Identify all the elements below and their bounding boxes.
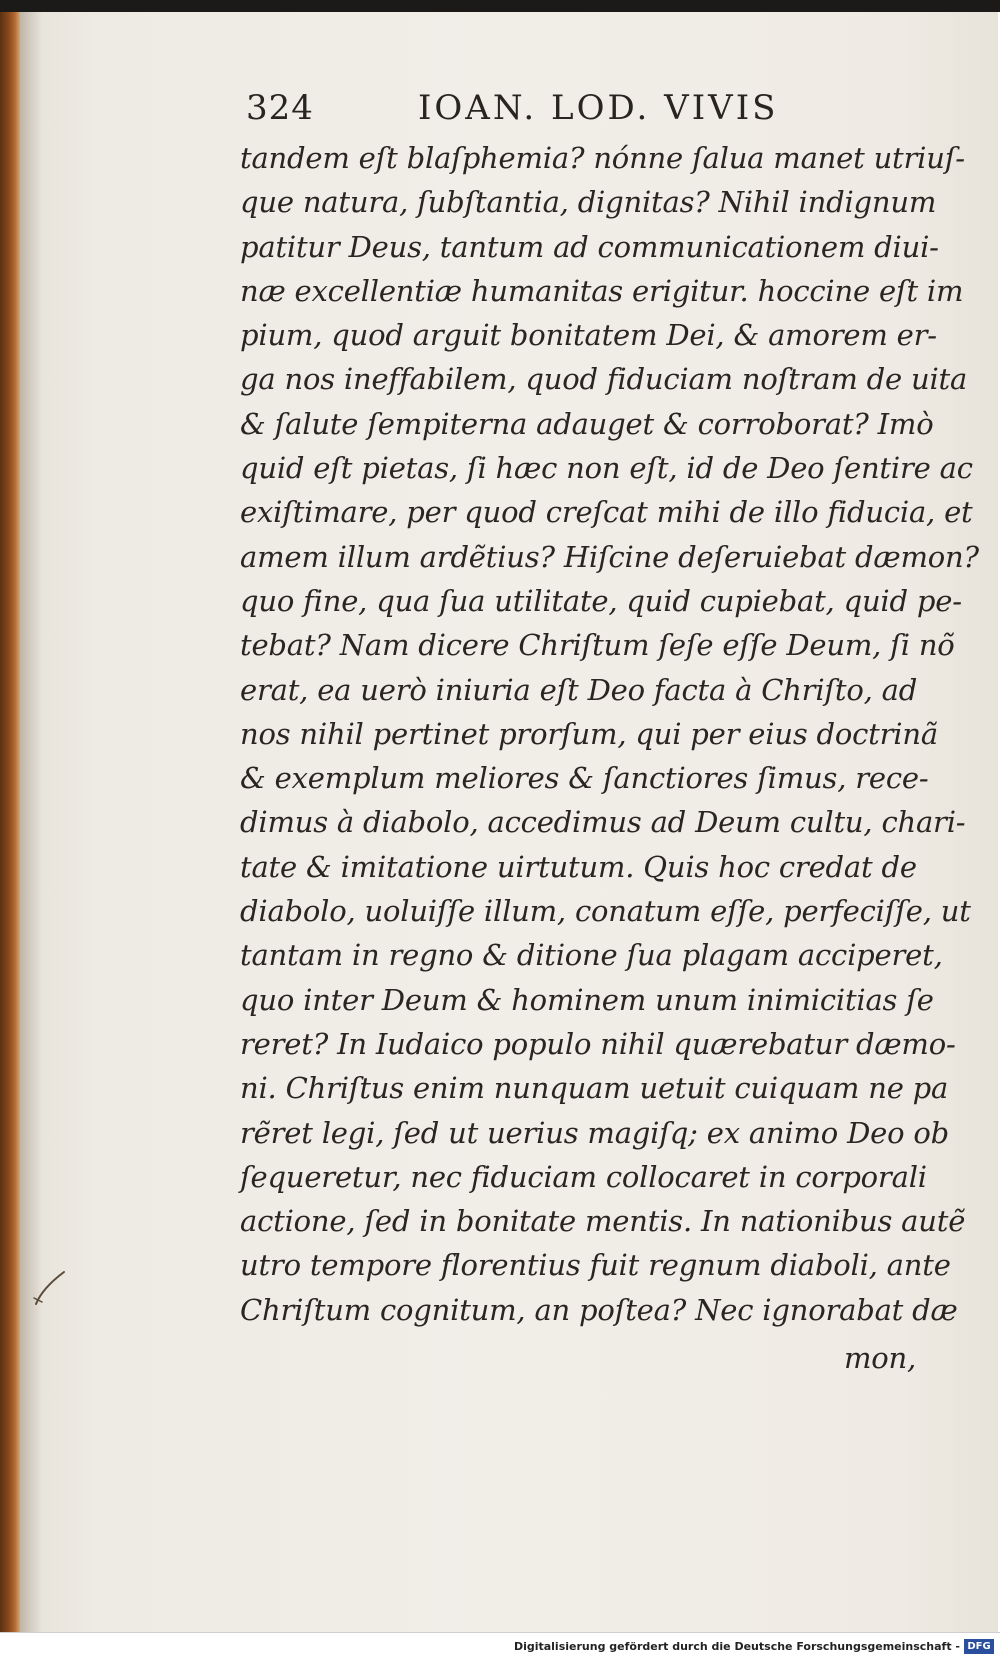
- text-line: & exemplum meliores & ſanctiores ſimus, rece-: [240, 761, 929, 796]
- text-line: ga nos ineffabilem, quod fiduciam noſtram de uita: [240, 362, 968, 397]
- text-line: ſequeretur, nec fiduciam collocaret in corporali: [240, 1159, 927, 1194]
- scan-top-border: [0, 0, 1000, 12]
- text-line: & ſalute ſempiterna adauget & corroborat? Imò: [240, 406, 934, 441]
- body-text: [240, 136, 979, 1380]
- running-head: IOAN. LOD. VIVIS: [418, 88, 779, 128]
- page-gutter-shadow: [20, 12, 42, 1632]
- text-line: amem illum ardẽtius? Hiſcine deſeruiebat dæmon?: [240, 539, 979, 574]
- text-line: quo inter Deum & hominem unum inimicitias ſe: [240, 982, 934, 1017]
- text-line: quo fine, qua ſua utilitate, quid cupiebat, quid pe-: [240, 583, 962, 618]
- text-line: exiſtimare, per quod creſcat mihi de illo fiducia, et: [240, 495, 973, 530]
- text-line: nos nihil pertinet prorſum, qui per eius doctrinã: [240, 716, 938, 751]
- text-line: diabolo, uoluiſſe illum, conatum eſſe, perfeciſſe, ut: [240, 894, 971, 929]
- text-line: tantam in regno & ditione ſua plagam acciperet,: [240, 938, 943, 973]
- text-line: que natura, ſubſtantia, dignitas? Nihil indignum: [240, 185, 937, 220]
- catchword: mon,: [843, 1341, 916, 1376]
- text-line: rẽret legi, ſed ut uerius magiſq; ex animo Deo ob: [240, 1115, 949, 1150]
- digitization-credit: Digitalisierung gefördert durch die Deutsche Forschungsgemeinschaft -: [513, 1640, 960, 1653]
- text-line: reret? In Iudaico populo nihil quærebatur dæmo-: [240, 1026, 956, 1061]
- text-line: ni. Chriſtus enim nunquam uetuit cuiquam ne pa: [240, 1071, 949, 1106]
- page-number: 324: [246, 88, 314, 128]
- text-line: patitur Deus, tantum ad communicationem diui-: [240, 229, 939, 264]
- text-line: quid eſt pietas, ſi hæc non eſt, id de Deo ſentire ac: [240, 451, 973, 486]
- margin-pen-mark: [30, 1268, 70, 1308]
- text-line: tandem eſt blaſphemia? nónne ſalua manet utriuſ-: [240, 141, 965, 175]
- text-line: utro tempore florentius fuit regnum diaboli, ante: [240, 1248, 951, 1283]
- text-line: dimus à diabolo, accedimus ad Deum cultu, chari-: [240, 805, 966, 840]
- book-binding-edge: [0, 12, 20, 1632]
- dfg-logo: DFG: [964, 1639, 994, 1654]
- text-line: tate & imitatione uirtutum. Quis hoc credat de: [240, 849, 917, 884]
- text-line: actione, ſed in bonitate mentis. In nationibus autẽ: [240, 1204, 966, 1239]
- text-line: næ excellentiæ humanitas erigitur. hoccine eſt im: [240, 273, 964, 308]
- page-header: [246, 86, 926, 138]
- text-line: tebat? Nam dicere Chriſtum ſeſe eſſe Deum, ſi nõ: [240, 628, 955, 663]
- text-line: pium, quod arguit bonitatem Dei, & amorem er-: [240, 318, 937, 353]
- text-line: Chriſtum cognitum, an poſtea? Nec ignorabat dæ: [240, 1292, 958, 1327]
- text-line: erat, ea uerò iniuria eſt Deo facta à Chriſto, ad: [240, 672, 918, 707]
